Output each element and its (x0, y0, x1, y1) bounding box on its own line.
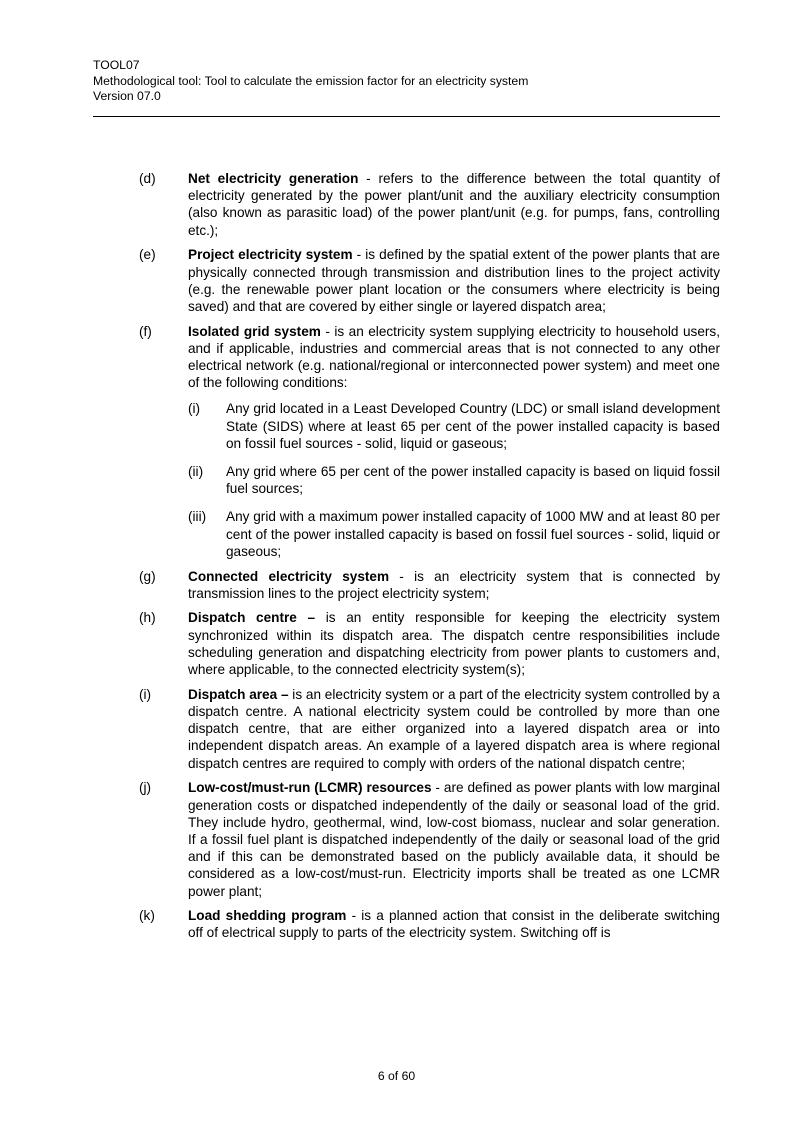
definition-item (93, 170, 720, 239)
definition-term: Project electricity system (188, 247, 353, 263)
definition-label: (d) (139, 171, 156, 186)
header-divider (93, 116, 720, 117)
definition-label: (e) (139, 247, 156, 263)
condition-item (188, 508, 720, 560)
definition-item (93, 246, 720, 315)
definition-label: (j) (139, 780, 152, 796)
condition-label: (iii) (188, 509, 207, 525)
definition-text: - is defined by the spatial extent of the power plants that are physically connected through transmission and distribution lines to the project activity (e.g. the renewable power plant location or the consumers where electricity is being saved) and that are covered by either single or layered dispatch area; (188, 247, 720, 314)
definition-item (93, 568, 720, 602)
condition-text: Any grid located in a Least Developed Country (LDC) or small island development State (SIDS) where at least 65 per cent of the power installed capacity is based on fossil fuel sources - solid, liquid or gaseous; (226, 401, 720, 451)
definition-label: (k) (139, 908, 155, 924)
definition-text: - refers to the difference between the total quantity of electricity generated by the power plant/unit and the auxiliary electricity consumption (also known as parasitic load) of the power plant/unit (e.g. for pumps, fans, controlling etc.); (188, 171, 720, 238)
definition-text: - is a planned action that consist in the deliberate switching off of electrical supply to parts of the electricity system. Switching off is (188, 908, 720, 941)
definition-term: Isolated grid system (188, 323, 321, 339)
definition-item (93, 609, 720, 678)
condition-text: Any grid where 65 per cent of the power installed capacity is based on liquid fossil fuel sources; (226, 464, 720, 497)
definition-text: is an entity responsible for keeping the electricity system synchronized within its dispatch area. The dispatch centre responsibilities include scheduling generation and dispatching electricity from power plants to customers and, where applicable, to the connected electricity system(s); (188, 610, 720, 678)
definition-label: (i) (139, 686, 152, 702)
condition-item (188, 463, 720, 497)
condition-item (188, 400, 720, 452)
page-header (93, 58, 720, 105)
definition-item (93, 323, 720, 560)
condition-label: (i) (188, 401, 201, 417)
definition-term: Dispatch area – (188, 686, 289, 702)
definition-term: Load shedding program (188, 908, 347, 924)
definitions-list (93, 170, 720, 949)
tool-title: Methodological tool: Tool to calculate the emission factor for an electricity system (93, 73, 529, 88)
tool-id: TOOL07 (93, 58, 140, 72)
page-number: 6 of 60 (377, 1069, 416, 1083)
definition-term: Low-cost/must-run (LCMR) resources (188, 780, 432, 796)
condition-label: (ii) (188, 464, 204, 480)
definition-text: is an electricity system or a part of the electricity system controlled by a dispatch centre. A national electricity system could be controlled by more than one dispatch centre, that are either organized into a layered dispatch area or into independent dispatch areas. An example of a layered dispatch area is where regional dispatch centres are required to comply with orders of the national dispatch centre; (188, 686, 720, 771)
definition-label: (h) (139, 610, 156, 626)
condition-list (188, 400, 720, 560)
definition-text: - are defined as power plants with low marginal generation costs or dispatched independently of the daily or seasonal load of the grid. They include hydro, geothermal, wind, low-cost biomass, nuclear and solar generation. If a fossil fuel plant is dispatched independently of the daily or seasonal load of the grid and if this can be demonstrated based on the publicly available data, it should be considered as a low-cost/must-run. Electricity imports shall be treated as one LCMR power plant; (188, 780, 720, 899)
condition-text: Any grid with a maximum power installed capacity of 1000 MW and at least 80 per cent of the power installed capacity is based on fossil fuel sources - solid, liquid or gaseous; (226, 509, 720, 559)
definition-term: Dispatch centre – (188, 610, 316, 626)
version: Version 07.0 (93, 89, 161, 103)
definition-item (93, 686, 720, 772)
definition-term: Net electricity generation (188, 171, 359, 186)
definition-term: Connected electricity system (188, 568, 390, 584)
definition-text: - is an electricity system supplying electricity to household users, and if applicable, industries and commercial areas that is not connected to any other electrical network (e.g. national/regional or interconnected power system) and meet one of the following conditions: (188, 323, 720, 391)
definition-item (93, 907, 720, 941)
definition-text: - is an electricity system that is connected by transmission lines to the project electricity system; (188, 568, 720, 601)
definition-label: (f) (139, 323, 152, 339)
definition-item (93, 779, 720, 899)
definition-label: (g) (139, 568, 156, 584)
